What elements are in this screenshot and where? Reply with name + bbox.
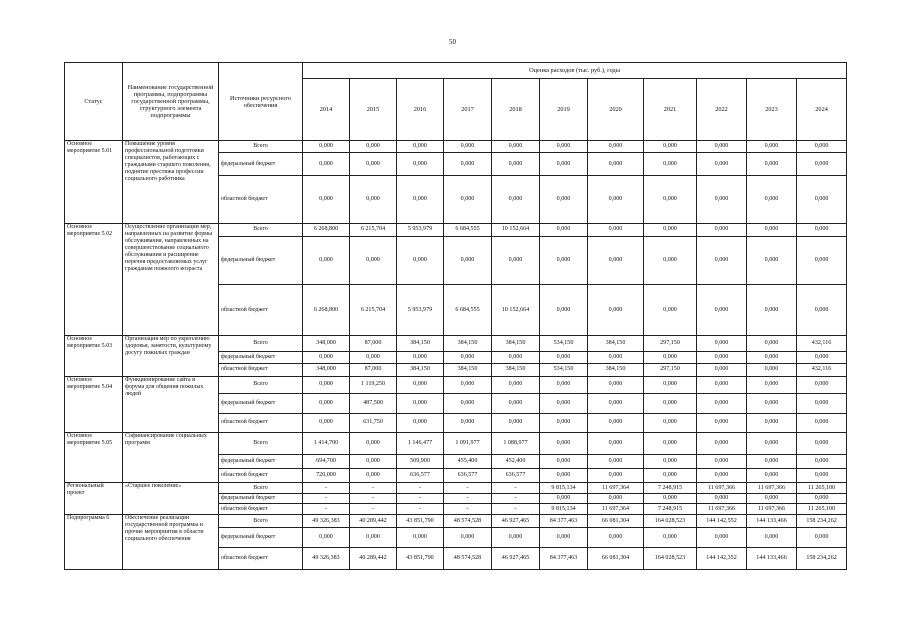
- value-cell: 0,000: [444, 413, 492, 433]
- value-cell: -: [492, 483, 540, 493]
- value-cell: 0,000: [797, 493, 847, 503]
- value-cell: 87,000: [350, 336, 397, 351]
- value-cell: 11 697,366: [697, 483, 747, 493]
- value-cell: 0,000: [747, 351, 797, 363]
- value-cell: 6 215,704: [350, 224, 397, 236]
- value-cell: 84 377,463: [540, 548, 588, 570]
- value-cell: 0,000: [747, 153, 797, 176]
- value-cell: 0,000: [797, 153, 847, 176]
- source-cell: областной бюджет: [219, 548, 303, 570]
- value-cell: 0,000: [697, 413, 747, 433]
- value-cell: 0,000: [697, 433, 747, 455]
- value-cell: 0,000: [588, 493, 644, 503]
- program-name-cell: Организация мер по укреплению здоровья, занятости, культурному досугу пожилых граждан: [123, 336, 219, 376]
- value-cell: 0,000: [797, 433, 847, 455]
- value-cell: 0,000: [444, 153, 492, 176]
- value-cell: 0,000: [697, 285, 747, 336]
- value-cell: 0,000: [588, 454, 644, 468]
- value-cell: -: [397, 493, 444, 503]
- value-cell: 11 697,366: [747, 504, 797, 515]
- value-cell: 48 574,528: [444, 515, 492, 527]
- year-header: 2018: [492, 79, 540, 141]
- value-cell: 0,000: [797, 454, 847, 468]
- value-cell: 66 081,304: [588, 515, 644, 527]
- value-cell: 0,000: [492, 394, 540, 414]
- value-cell: 0,000: [797, 224, 847, 236]
- value-cell: 49 326,383: [303, 548, 350, 570]
- value-cell: 0,000: [588, 224, 644, 236]
- value-cell: 0,000: [303, 527, 350, 548]
- value-cell: 0,000: [303, 141, 350, 153]
- value-cell: 0,000: [303, 351, 350, 363]
- value-cell: 0,000: [697, 454, 747, 468]
- table-row: [65, 141, 847, 153]
- value-cell: 0,000: [797, 236, 847, 284]
- value-cell: 0,000: [644, 413, 697, 433]
- value-cell: 0,000: [797, 469, 847, 483]
- status-column-header: Статус: [65, 63, 123, 141]
- status-cell: Основное мероприятие 5.03: [65, 336, 123, 376]
- value-cell: 348,000: [303, 336, 350, 351]
- value-cell: 0,000: [644, 469, 697, 483]
- source-cell: областной бюджет: [219, 504, 303, 515]
- sources-column-header: Источники ресурсного обеспечения: [219, 63, 303, 141]
- value-cell: 11 265,100: [797, 483, 847, 493]
- program-name-cell: Повышение уровня профессиональной подготовки специалистов, работающих с гражданами старшего поколения, поднятие престижа профессии социального работника: [123, 141, 219, 224]
- value-cell: 297,150: [644, 336, 697, 351]
- source-cell: областной бюджет: [219, 364, 303, 376]
- value-cell: 144 133,466: [747, 548, 797, 570]
- value-cell: 694,700: [303, 454, 350, 468]
- table-row: [65, 483, 847, 493]
- value-cell: -: [397, 504, 444, 515]
- value-cell: 43 851,790: [397, 515, 444, 527]
- program-name-cell: Софинансирование социальных программ: [123, 433, 219, 483]
- value-cell: 534,150: [540, 336, 588, 351]
- value-cell: 0,000: [540, 454, 588, 468]
- value-cell: 0,000: [747, 236, 797, 284]
- value-cell: 432,116: [797, 364, 847, 376]
- program-name-cell: Осуществление организации мер, направленных на развитие формы обслуживания, направленных на совершенствование социального обслуживания и расширение перечня предоставляемых услуг гражданам пожилого возраста: [123, 224, 219, 336]
- value-cell: 0,000: [303, 153, 350, 176]
- value-cell: 452,400: [492, 454, 540, 468]
- program-name-cell: «Старшее поколение»: [123, 483, 219, 515]
- value-cell: 7 248,915: [644, 504, 697, 515]
- value-cell: 0,000: [747, 376, 797, 393]
- value-cell: 0,000: [492, 413, 540, 433]
- estimate-header: Оценка расходов (тыс. руб.), годы: [303, 63, 847, 79]
- value-cell: -: [492, 493, 540, 503]
- value-cell: 0,000: [492, 141, 540, 153]
- value-cell: 0,000: [644, 153, 697, 176]
- value-cell: 0,000: [397, 527, 444, 548]
- value-cell: 1 146,477: [397, 433, 444, 455]
- value-cell: 48 574,528: [444, 548, 492, 570]
- name-column-header: Наименование государственной программы, подпрограммы государственной программы, структурного элемента подпрограммы: [123, 63, 219, 141]
- value-cell: 0,000: [397, 394, 444, 414]
- value-cell: 384,150: [588, 336, 644, 351]
- value-cell: 534,150: [540, 364, 588, 376]
- value-cell: 0,000: [540, 469, 588, 483]
- value-cell: 432,116: [797, 336, 847, 351]
- value-cell: 0,000: [540, 175, 588, 223]
- program-name-cell: Функционирование сайта и форума для общения пожилых людей: [123, 376, 219, 433]
- value-cell: 144 142,352: [697, 548, 747, 570]
- source-cell: федеральный бюджет: [219, 454, 303, 468]
- value-cell: 0,000: [397, 351, 444, 363]
- value-cell: 40 289,442: [350, 515, 397, 527]
- source-cell: Всего: [219, 376, 303, 393]
- value-cell: 9 815,134: [540, 504, 588, 515]
- value-cell: 0,000: [350, 141, 397, 153]
- value-cell: 144 133,466: [747, 515, 797, 527]
- source-cell: федеральный бюджет: [219, 351, 303, 363]
- value-cell: 0,000: [797, 285, 847, 336]
- value-cell: 0,000: [397, 413, 444, 433]
- value-cell: 1 119,250: [350, 376, 397, 393]
- value-cell: -: [350, 483, 397, 493]
- source-cell: областной бюджет: [219, 285, 303, 336]
- budget-table: [64, 62, 847, 570]
- source-cell: федеральный бюджет: [219, 153, 303, 176]
- value-cell: 0,000: [397, 236, 444, 284]
- value-cell: 0,000: [797, 527, 847, 548]
- value-cell: 0,000: [747, 175, 797, 223]
- value-cell: 11 697,364: [588, 483, 644, 493]
- value-cell: 158 234,262: [797, 548, 847, 570]
- value-cell: 0,000: [444, 351, 492, 363]
- source-cell: федеральный бюджет: [219, 236, 303, 284]
- value-cell: 0,000: [588, 527, 644, 548]
- value-cell: 0,000: [444, 527, 492, 548]
- value-cell: 0,000: [747, 413, 797, 433]
- value-cell: 40 289,442: [350, 548, 397, 570]
- value-cell: 0,000: [444, 236, 492, 284]
- year-header: 2021: [644, 79, 697, 141]
- value-cell: 0,000: [350, 175, 397, 223]
- value-cell: 6 268,800: [303, 285, 350, 336]
- value-cell: 720,000: [303, 469, 350, 483]
- value-cell: 0,000: [588, 141, 644, 153]
- value-cell: 0,000: [492, 527, 540, 548]
- status-cell: Основное мероприятие 5.01: [65, 141, 123, 224]
- value-cell: 0,000: [350, 527, 397, 548]
- value-cell: 0,000: [588, 236, 644, 284]
- value-cell: 0,000: [747, 285, 797, 336]
- value-cell: 0,000: [644, 493, 697, 503]
- value-cell: 0,000: [588, 433, 644, 455]
- value-cell: 0,000: [492, 376, 540, 393]
- year-header: 2024: [797, 79, 847, 141]
- source-cell: Всего: [219, 433, 303, 455]
- value-cell: 0,000: [540, 433, 588, 455]
- value-cell: 0,000: [644, 527, 697, 548]
- status-cell: Основное мероприятие 5.04: [65, 376, 123, 433]
- value-cell: 87,000: [350, 364, 397, 376]
- table-row: [65, 433, 847, 455]
- value-cell: 0,000: [588, 469, 644, 483]
- value-cell: 1 414,700: [303, 433, 350, 455]
- value-cell: 631,750: [350, 413, 397, 433]
- value-cell: 158 234,262: [797, 515, 847, 527]
- value-cell: 5 953,979: [397, 224, 444, 236]
- value-cell: 455,400: [444, 454, 492, 468]
- value-cell: 384,150: [492, 336, 540, 351]
- value-cell: 487,500: [350, 394, 397, 414]
- source-cell: федеральный бюджет: [219, 527, 303, 548]
- value-cell: 636,577: [397, 469, 444, 483]
- value-cell: 0,000: [697, 141, 747, 153]
- value-cell: 0,000: [540, 413, 588, 433]
- status-cell: Основное мероприятие 5.05: [65, 433, 123, 483]
- value-cell: 384,150: [397, 364, 444, 376]
- value-cell: 6 684,555: [444, 224, 492, 236]
- value-cell: 0,000: [540, 153, 588, 176]
- value-cell: 0,000: [797, 141, 847, 153]
- value-cell: 0,000: [797, 351, 847, 363]
- source-cell: Всего: [219, 224, 303, 236]
- value-cell: 0,000: [444, 394, 492, 414]
- source-cell: областной бюджет: [219, 175, 303, 223]
- value-cell: 0,000: [303, 376, 350, 393]
- table-row: [65, 224, 847, 236]
- year-header: 2015: [350, 79, 397, 141]
- value-cell: 0,000: [644, 376, 697, 393]
- value-cell: 0,000: [644, 285, 697, 336]
- value-cell: 0,000: [540, 141, 588, 153]
- value-cell: 11 265,100: [797, 504, 847, 515]
- value-cell: 7 248,915: [644, 483, 697, 493]
- value-cell: 0,000: [644, 224, 697, 236]
- page-number: 50: [449, 38, 456, 46]
- value-cell: 0,000: [350, 236, 397, 284]
- value-cell: 297,150: [644, 364, 697, 376]
- value-cell: 0,000: [303, 413, 350, 433]
- value-cell: 0,000: [540, 376, 588, 393]
- table-row: [65, 515, 847, 527]
- source-cell: федеральный бюджет: [219, 394, 303, 414]
- value-cell: -: [350, 504, 397, 515]
- value-cell: 0,000: [397, 153, 444, 176]
- value-cell: 0,000: [747, 493, 797, 503]
- value-cell: -: [444, 493, 492, 503]
- value-cell: 164 028,523: [644, 515, 697, 527]
- value-cell: 0,000: [540, 224, 588, 236]
- value-cell: 0,000: [588, 175, 644, 223]
- value-cell: 0,000: [697, 364, 747, 376]
- value-cell: 384,150: [492, 364, 540, 376]
- status-cell: Подпрограмма 6: [65, 515, 123, 570]
- status-cell: Основное мероприятие 5.02: [65, 224, 123, 336]
- value-cell: 636,577: [444, 469, 492, 483]
- value-cell: 0,000: [492, 351, 540, 363]
- source-cell: Всего: [219, 141, 303, 153]
- table-row: [65, 376, 847, 393]
- value-cell: 348,000: [303, 364, 350, 376]
- value-cell: 0,000: [303, 175, 350, 223]
- value-cell: 0,000: [747, 336, 797, 351]
- value-cell: 0,000: [588, 285, 644, 336]
- year-header: 2022: [697, 79, 747, 141]
- source-cell: Всего: [219, 515, 303, 527]
- value-cell: 0,000: [747, 454, 797, 468]
- value-cell: 0,000: [588, 153, 644, 176]
- value-cell: 0,000: [397, 175, 444, 223]
- value-cell: 1 091,977: [444, 433, 492, 455]
- value-cell: 0,000: [397, 376, 444, 393]
- value-cell: 10 152,664: [492, 224, 540, 236]
- value-cell: 0,000: [697, 224, 747, 236]
- year-header: 2016: [397, 79, 444, 141]
- value-cell: -: [444, 504, 492, 515]
- source-cell: областной бюджет: [219, 469, 303, 483]
- value-cell: 0,000: [350, 351, 397, 363]
- program-name-cell: Обеспечение реализации государственной программы и прочие мероприятия в области социального обеспечения: [123, 515, 219, 570]
- value-cell: 0,000: [444, 376, 492, 393]
- value-cell: 11 697,366: [697, 504, 747, 515]
- value-cell: 0,000: [644, 433, 697, 455]
- value-cell: 6 215,704: [350, 285, 397, 336]
- value-cell: 0,000: [697, 336, 747, 351]
- value-cell: 9 815,134: [540, 483, 588, 493]
- value-cell: 509,900: [397, 454, 444, 468]
- value-cell: 384,150: [444, 364, 492, 376]
- value-cell: 0,000: [697, 376, 747, 393]
- value-cell: 0,000: [747, 433, 797, 455]
- value-cell: 0,000: [697, 351, 747, 363]
- value-cell: -: [492, 504, 540, 515]
- year-header: 2020: [588, 79, 644, 141]
- value-cell: 144 142,552: [697, 515, 747, 527]
- value-cell: 43 851,790: [397, 548, 444, 570]
- value-cell: 10 152,664: [492, 285, 540, 336]
- value-cell: -: [303, 504, 350, 515]
- value-cell: 0,000: [540, 285, 588, 336]
- source-cell: Всего: [219, 483, 303, 493]
- status-cell: Региональный проект: [65, 483, 123, 515]
- value-cell: 84 377,463: [540, 515, 588, 527]
- value-cell: 0,000: [540, 394, 588, 414]
- value-cell: 6 268,800: [303, 224, 350, 236]
- value-cell: 0,000: [697, 394, 747, 414]
- value-cell: 0,000: [747, 394, 797, 414]
- value-cell: 0,000: [644, 175, 697, 223]
- value-cell: 0,000: [697, 175, 747, 223]
- value-cell: 46 927,465: [492, 548, 540, 570]
- value-cell: 0,000: [644, 236, 697, 284]
- value-cell: 0,000: [697, 153, 747, 176]
- value-cell: 0,000: [747, 364, 797, 376]
- value-cell: 0,000: [797, 394, 847, 414]
- value-cell: -: [444, 483, 492, 493]
- table-body: [65, 141, 847, 570]
- value-cell: 0,000: [492, 236, 540, 284]
- value-cell: 0,000: [797, 413, 847, 433]
- value-cell: 11 697,364: [588, 504, 644, 515]
- value-cell: 0,000: [350, 469, 397, 483]
- value-cell: 0,000: [350, 153, 397, 176]
- value-cell: 5 953,979: [397, 285, 444, 336]
- value-cell: 0,000: [492, 175, 540, 223]
- value-cell: 0,000: [588, 394, 644, 414]
- value-cell: 0,000: [644, 351, 697, 363]
- value-cell: 0,000: [540, 236, 588, 284]
- value-cell: 384,150: [444, 336, 492, 351]
- value-cell: 0,000: [797, 175, 847, 223]
- year-header: 2023: [747, 79, 797, 141]
- value-cell: 0,000: [747, 141, 797, 153]
- value-cell: 0,000: [588, 413, 644, 433]
- value-cell: 0,000: [797, 376, 847, 393]
- value-cell: 11 697,366: [747, 483, 797, 493]
- value-cell: 46 927,465: [492, 515, 540, 527]
- value-cell: 0,000: [444, 175, 492, 223]
- source-cell: областной бюджет: [219, 413, 303, 433]
- value-cell: 1 088,977: [492, 433, 540, 455]
- value-cell: 0,000: [303, 236, 350, 284]
- value-cell: -: [350, 493, 397, 503]
- value-cell: -: [397, 483, 444, 493]
- value-cell: 0,000: [303, 394, 350, 414]
- value-cell: 0,000: [444, 141, 492, 153]
- value-cell: 0,000: [540, 493, 588, 503]
- source-cell: Всего: [219, 336, 303, 351]
- value-cell: 0,000: [350, 433, 397, 455]
- value-cell: -: [303, 493, 350, 503]
- value-cell: 0,000: [397, 141, 444, 153]
- value-cell: 0,000: [697, 493, 747, 503]
- value-cell: 0,000: [350, 454, 397, 468]
- value-cell: 66 081,304: [588, 548, 644, 570]
- value-cell: 0,000: [644, 454, 697, 468]
- source-cell: федеральный бюджет: [219, 493, 303, 503]
- value-cell: 0,000: [492, 153, 540, 176]
- year-header: 2014: [303, 79, 350, 141]
- value-cell: 0,000: [747, 469, 797, 483]
- value-cell: 636,577: [492, 469, 540, 483]
- value-cell: 0,000: [747, 527, 797, 548]
- value-cell: 6 684,555: [444, 285, 492, 336]
- value-cell: 384,150: [397, 336, 444, 351]
- value-cell: 0,000: [644, 141, 697, 153]
- value-cell: 0,000: [697, 469, 747, 483]
- value-cell: 164 028,523: [644, 548, 697, 570]
- table-row: [65, 336, 847, 351]
- value-cell: 0,000: [588, 351, 644, 363]
- value-cell: 384,150: [588, 364, 644, 376]
- value-cell: 0,000: [697, 236, 747, 284]
- value-cell: 0,000: [540, 527, 588, 548]
- value-cell: 0,000: [644, 394, 697, 414]
- value-cell: 49 326,383: [303, 515, 350, 527]
- value-cell: 0,000: [697, 527, 747, 548]
- year-header: 2017: [444, 79, 492, 141]
- year-header: 2019: [540, 79, 588, 141]
- value-cell: -: [303, 483, 350, 493]
- value-cell: 0,000: [588, 376, 644, 393]
- value-cell: 0,000: [747, 224, 797, 236]
- value-cell: 0,000: [540, 351, 588, 363]
